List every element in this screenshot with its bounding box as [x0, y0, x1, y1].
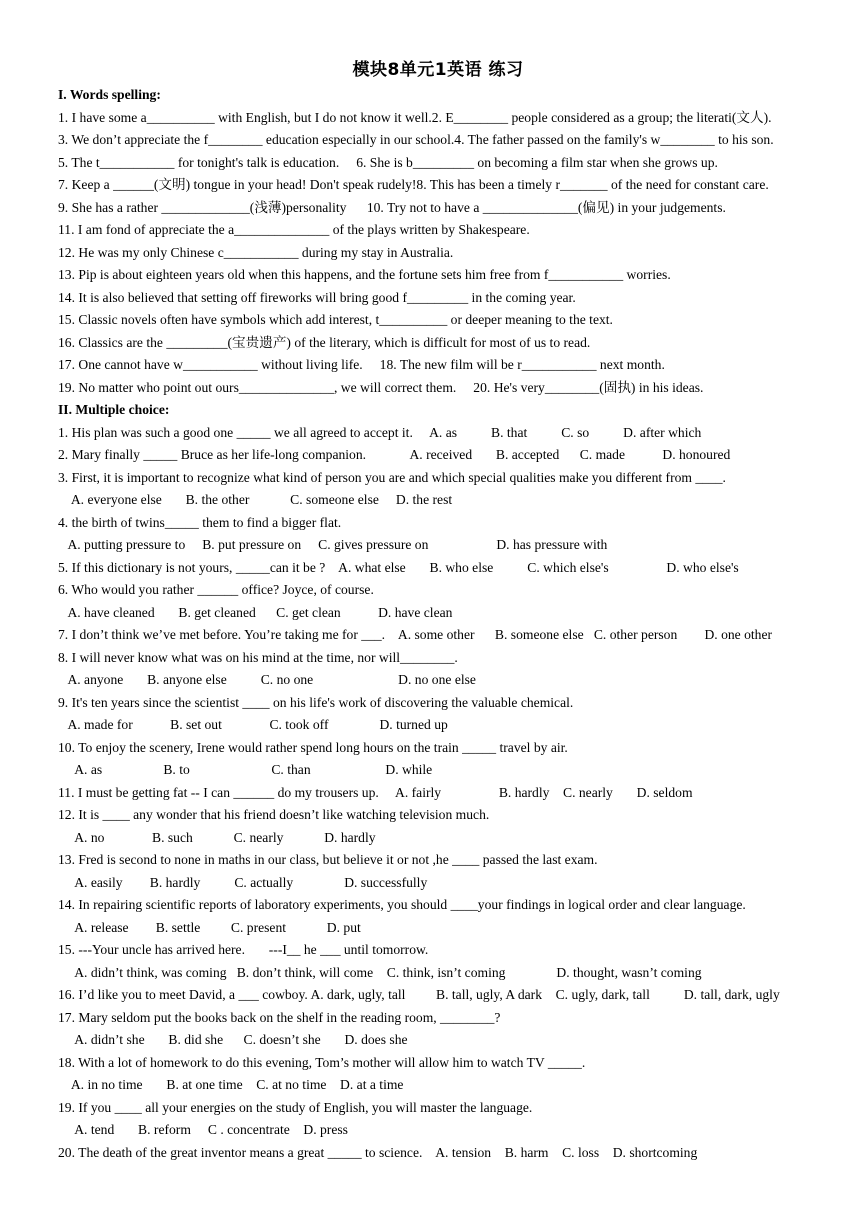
question-line: 9. It's ten years since the scientist ____ on his life's work of discovering the valuable chemical. — [58, 694, 574, 710]
question-line: A. made for B. set out C. took off D. turned up — [58, 717, 448, 732]
question-line: 11. I am fond of appreciate the a______________ of the plays written by Shakespeare. — [58, 222, 530, 237]
worksheet — [58, 56, 818, 1164]
section-heading: II. Multiple choice: — [58, 402, 170, 417]
worksheet-body — [58, 84, 818, 1164]
question-line: A. as B. to C. than D. while — [58, 762, 433, 777]
question-line: 12. He was my only Chinese c___________ during my stay in Australia. — [58, 244, 454, 260]
question-line: 1. His plan was such a good one _____ we all agreed to accept it. A. as B. that C. so D. after which — [58, 424, 702, 440]
question-line: 13. Pip is about eighteen years old when this happens, and the fortune sets him free from f___________ worries. — [58, 267, 671, 282]
question-line: 5. The t___________ for tonight's talk is education. 6. She is b_________ on becoming a film star when she grows up. — [58, 154, 718, 170]
question-line: 14. It is also believed that setting off fireworks will bring good f_________ in the coming year. — [58, 289, 576, 305]
question-line: 17. Mary seldom put the books back on the shelf in the reading room, ________? — [58, 1009, 501, 1025]
question-line: 20. The death of the great inventor means a great _____ to science. A. tension B. harm C. loss D. shortcoming — [58, 1144, 698, 1160]
question-line: A. release B. settle C. present D. put — [58, 919, 361, 935]
question-line: A. easily B. hardly C. actually D. successfully — [58, 874, 428, 890]
question-line: 17. One cannot have w___________ without living life. 18. The new film will be r___________ next month. — [58, 357, 665, 372]
question-line: A. everyone else B. the other C. someone else D. the rest — [58, 492, 453, 507]
question-line: 19. No matter who point out ours______________, we will correct them. 20. He's very________(固执) in his ideas. — [58, 379, 704, 395]
question-line: A. have cleaned B. get cleaned C. get clean D. have clean — [58, 604, 453, 620]
question-line: A. didn’t think, was coming B. don’t think, will come C. think, isn’t coming D. thought, wasn’t coming — [58, 964, 702, 980]
question-line: 7. I don’t think we’ve met before. You’re taking me for ___. A. some other B. someone else C. other person D. one other — [58, 627, 773, 642]
question-line: 1. I have some a__________ with English, but I do not know it well.2. E________ people considered as a group; the literati(文人). — [58, 109, 772, 125]
question-line: 4. the birth of twins_____ them to find a bigger flat. — [58, 514, 342, 530]
question-line: 15. Classic novels often have symbols which add interest, t__________ or deeper meaning to the text. — [58, 312, 613, 327]
question-line: A. no B. such C. nearly D. hardly — [58, 829, 376, 845]
question-line: 18. With a lot of homework to do this evening, Tom’s mother will allow him to watch TV _____. — [58, 1054, 586, 1070]
question-line: 16. Classics are the _________(宝贵遗产) of the literary, which is difficult for most of us to read. — [58, 334, 591, 350]
question-line: 7. Keep a ______(文明) tongue in your head! Don't speak rudely!8. This has been a timely r_______ of the need for constant care. — [58, 177, 769, 192]
page-title: 模块8单元1英语 练习 — [352, 60, 524, 80]
question-line: A. putting pressure to B. put pressure on C. gives pressure on D. has pressure with — [58, 537, 608, 552]
question-line: 12. It is ____ any wonder that his friend doesn’t like watching television much. — [58, 807, 490, 822]
question-line: 6. Who would you rather ______ office? Joyce, of course. — [58, 582, 374, 597]
question-line: A. tend B. reform C . concentrate D. press — [58, 1122, 348, 1137]
question-line: 11. I must be getting fat -- I can ______ do my trousers up. A. fairly B. hardly C. nearly D. seldom — [58, 784, 693, 800]
section-heading: I. Words spelling: — [58, 87, 161, 102]
question-line: A. didn’t she B. did she C. doesn’t she D. does she — [58, 1032, 408, 1047]
question-line: 10. To enjoy the scenery, Irene would rather spend long hours on the train _____ travel by air. — [58, 739, 568, 755]
question-line: 19. If you ____ all your energies on the study of English, you will master the language. — [58, 1099, 533, 1115]
question-line: 2. Mary finally _____ Bruce as her life-long companion. A. received B. accepted C. made D. honoured — [58, 447, 731, 462]
question-line: 3. First, it is important to recognize what kind of person you are and which special qualities make you different from ____. — [58, 469, 726, 485]
question-line: 8. I will never know what was on his mind at the time, nor will________. — [58, 649, 458, 665]
question-line: 13. Fred is second to none in maths in our class, but believe it or not ,he ____ passed the last exam. — [58, 852, 598, 867]
question-line: 5. If this dictionary is not yours, _____can it be ? A. what else B. who else C. which else's D. who else's — [58, 559, 739, 575]
question-line: 3. We don’t appreciate the f________ education especially in our school.4. The father passed on the family's w________ to his son. — [58, 132, 774, 147]
question-line: A. in no time B. at one time C. at no time D. at a time — [58, 1077, 404, 1092]
question-line: 15. ---Your uncle has arrived here. ---I__ he ___ until tomorrow. — [58, 942, 429, 957]
question-line: 16. I’d like you to meet David, a ___ cowboy. A. dark, ugly, tall B. tall, ugly, A dark C. ugly, dark, tall D. tall, dark, ugly — [58, 987, 780, 1002]
question-line: A. anyone B. anyone else C. no one D. no one else — [58, 672, 476, 687]
question-line: 9. She has a rather _____________(浅薄)personality 10. Try not to have a ______________(偏见) in your judgements. — [58, 199, 726, 215]
question-line: 14. In repairing scientific reports of laboratory experiments, you should ____your findings in logical order and clear language. — [58, 897, 746, 912]
